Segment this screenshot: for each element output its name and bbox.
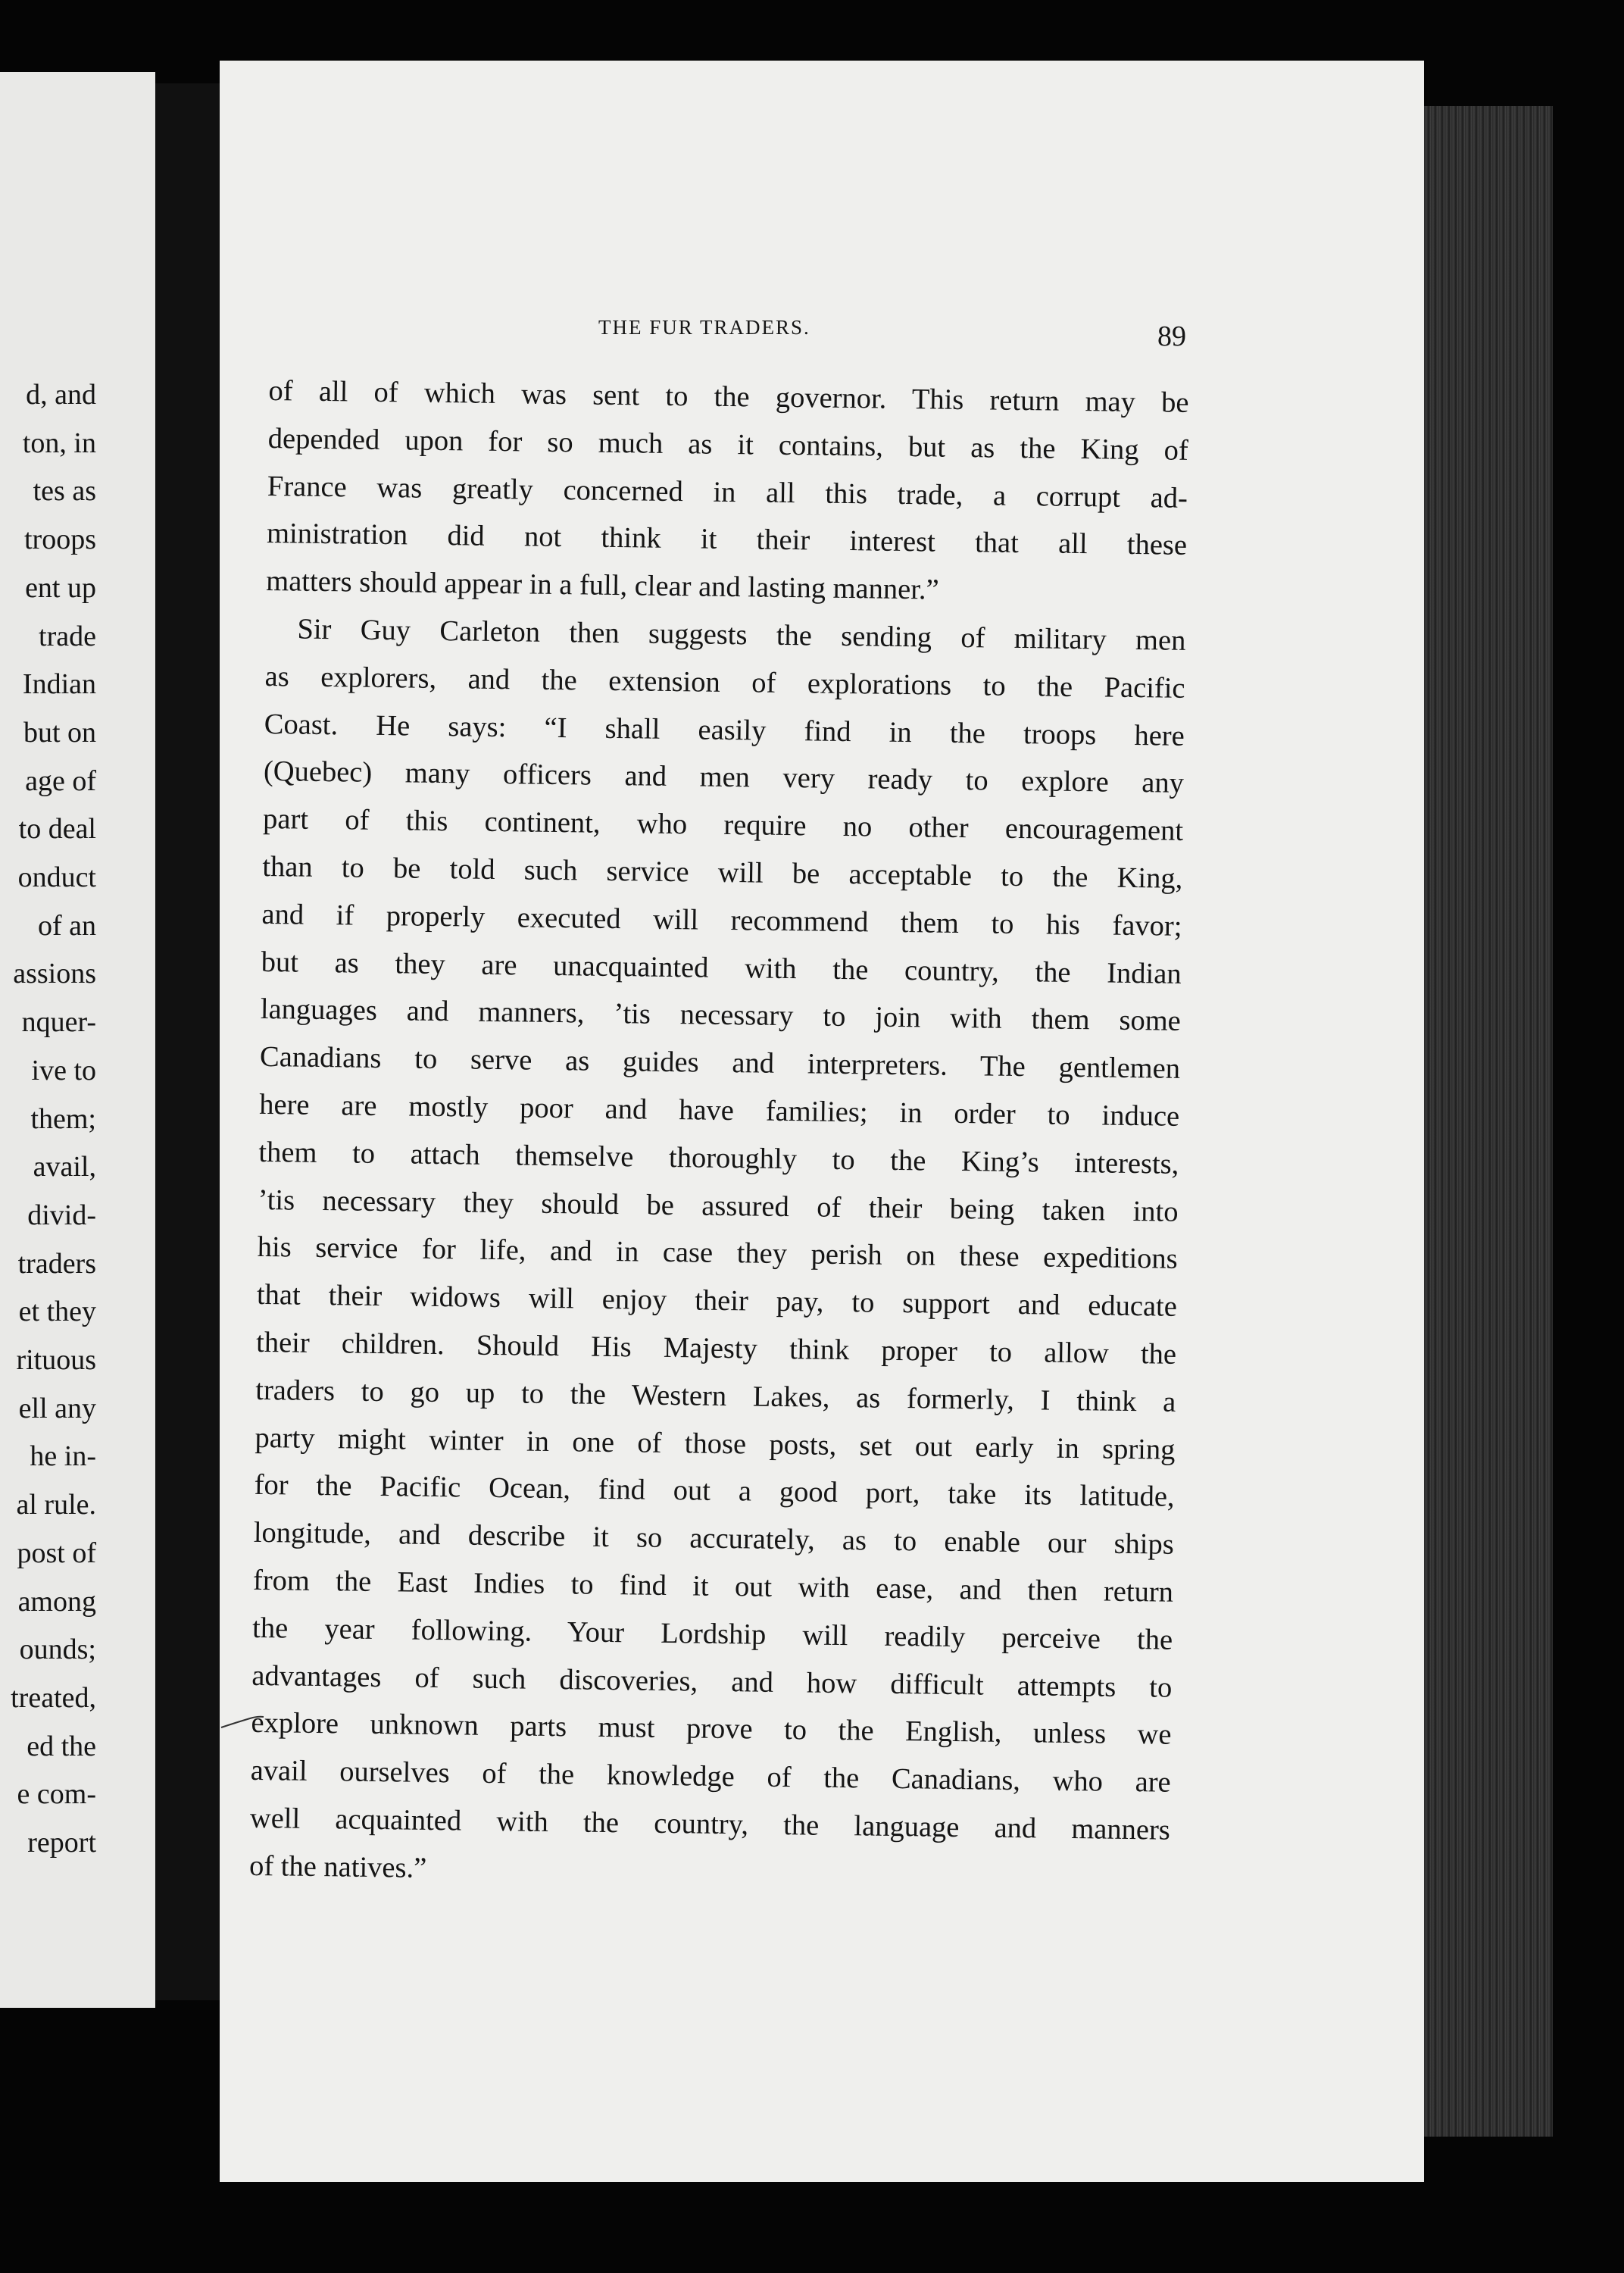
text-line: Canadians to serve as guides and interpreters. The gentlemen xyxy=(259,1041,1181,1085)
text-line: explore unknown parts must prove to the English, unless we xyxy=(251,1707,1172,1752)
text-line: Sir Guy Carleton then suggests the sending of military men xyxy=(297,613,1186,657)
text-line: avail ourselves of the knowledge of the Canadians, who are xyxy=(250,1754,1171,1799)
left-line: ive to xyxy=(31,1054,96,1086)
text-line: depended upon for so much as it contains, but as the King of xyxy=(267,422,1188,467)
text-line: (Quebec) many officers and men very ready to explore any xyxy=(263,755,1185,800)
running-head: THE FUR TRADERS. xyxy=(598,316,810,339)
text-line: the year following. Your Lordship will readily perceive the xyxy=(251,1612,1173,1656)
page-fore-edge xyxy=(1424,106,1553,2137)
left-line: ed the xyxy=(27,1730,96,1762)
left-line: ent up xyxy=(25,571,96,604)
left-line: assions xyxy=(13,958,96,990)
text-line: matters should appear in a full, clear and lasting manner.” xyxy=(266,565,939,606)
pencil-mark xyxy=(220,1705,265,1735)
left-line: al rule. xyxy=(16,1489,96,1521)
left-line: age of xyxy=(25,764,96,797)
text-line: for the Pacific Ocean, find out a good port, take its latitude, xyxy=(254,1469,1175,1514)
text-line: their children. Should His Majesty think proper to allow the xyxy=(255,1326,1177,1371)
left-line: ounds; xyxy=(19,1634,96,1666)
text-line: well acquainted with the country, the language and manners xyxy=(249,1802,1171,1846)
left-line: ton, in xyxy=(22,427,96,459)
left-line: divid- xyxy=(27,1199,96,1231)
text-line: here are mostly poor and have families; in order to induce xyxy=(258,1088,1180,1133)
left-line: d, and xyxy=(26,379,96,411)
text-line: longitude, and describe it so accurately, as to enable our ships xyxy=(253,1516,1175,1561)
left-line: them; xyxy=(30,1102,96,1135)
text-line: as explorers, and the extension of explorations to the Pacific xyxy=(264,660,1185,705)
text-line: that their widows will enjoy their pay, to support and educate xyxy=(256,1279,1178,1323)
text-line: from the East Indies to find it out with ease, and then return xyxy=(252,1564,1174,1609)
left-line: Indian xyxy=(22,668,96,701)
text-line: ministration did not think it their interest that all these xyxy=(266,517,1188,562)
left-line: nquer- xyxy=(21,1006,96,1039)
left-line: traders xyxy=(17,1247,96,1280)
left-line: e com- xyxy=(17,1778,96,1811)
book-gutter xyxy=(155,83,220,2000)
left-line: troops xyxy=(24,524,96,556)
text-line: of all of which was sent to the governor. This return may be xyxy=(268,374,1189,419)
text-line: part of this continent, who require no other encouragement xyxy=(262,803,1184,848)
text-line: them to attach themselve thoroughly to the King’s interests, xyxy=(258,1136,1179,1180)
text-line: France was greatly concerned in all this trade, a corrupt ad- xyxy=(267,470,1188,514)
text-line: his service for life, and in case they perish on these expeditions xyxy=(257,1231,1178,1276)
text-line: languages and manners, ’tis necessary to join with them some xyxy=(260,993,1182,1038)
left-line: rituous xyxy=(16,1344,96,1377)
left-page-text xyxy=(11,371,96,1868)
left-line: to deal xyxy=(18,813,96,846)
left-line: he in- xyxy=(30,1440,96,1473)
left-line: of an xyxy=(37,909,96,942)
left-line: et they xyxy=(18,1296,96,1328)
left-line: but on xyxy=(23,716,96,749)
left-page xyxy=(0,72,155,2008)
left-line: report xyxy=(27,1827,96,1859)
body-text xyxy=(249,367,1189,1902)
left-line: post of xyxy=(17,1537,96,1569)
text-line: than to be told such service will be acceptable to the King, xyxy=(262,850,1183,895)
left-line: onduct xyxy=(17,861,96,894)
text-line: Coast. He says: “I shall easily find in the troops here xyxy=(264,708,1185,752)
text-line: advantages of such discoveries, and how difficult attempts to xyxy=(251,1659,1173,1704)
text-line: but as they are unacquainted with the country, the Indian xyxy=(261,946,1182,990)
left-line: trade xyxy=(39,620,96,652)
left-line: avail, xyxy=(33,1151,96,1183)
left-line: among xyxy=(17,1585,96,1618)
text-line: and if properly executed will recommend them to his favor; xyxy=(261,898,1182,943)
text-line: ’tis necessary they should be assured of their being taken into xyxy=(258,1183,1179,1228)
left-line: ell any xyxy=(18,1392,96,1424)
text-line: traders to go up to the Western Lakes, as formerly, I think a xyxy=(255,1374,1176,1418)
left-line: treated, xyxy=(11,1681,96,1714)
left-line: tes as xyxy=(33,475,96,508)
page-number: 89 xyxy=(1157,320,1186,352)
text-line: of the natives.” xyxy=(248,1849,427,1884)
text-line: party might winter in one of those posts, set out early in spring xyxy=(255,1421,1176,1466)
